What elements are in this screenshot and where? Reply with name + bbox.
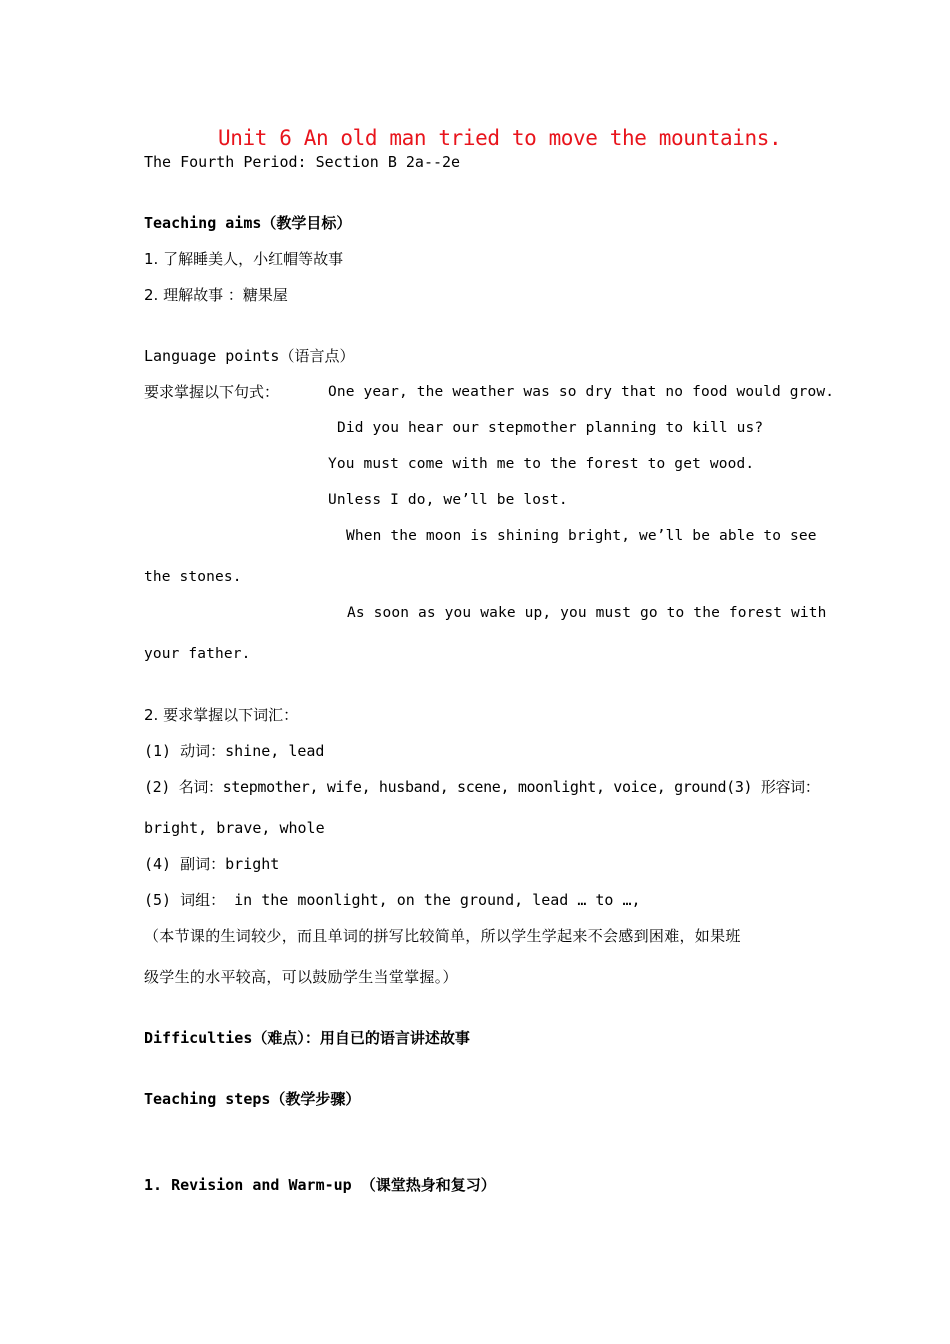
vocab-nouns: (2) 名词：stepmother, wife, husband, scene, moonlight, voice, ground(3) 形容词： bbox=[144, 778, 820, 796]
sentence-patterns-intro: 要求掌握以下句式： bbox=[144, 383, 280, 401]
sentence-6: As soon as you wake up, you must go to the forest with bbox=[347, 605, 827, 621]
vocab-adverbs: (4) 副词：bright bbox=[144, 855, 280, 873]
document-title: Unit 6 An old man tried to move the mountains. bbox=[218, 126, 782, 150]
difficulties-heading: Difficulties（难点）：用自已的语言讲述故事 bbox=[144, 1029, 470, 1047]
aim-item-1: 1. 了解睡美人，小红帽等故事 bbox=[144, 250, 344, 268]
vocab-heading: 2. 要求掌握以下词汇： bbox=[144, 706, 299, 724]
sentence-1: One year, the weather was so dry that no food would grow. bbox=[328, 384, 835, 400]
sentence-3: You must come with me to the forest to get wood. bbox=[328, 456, 755, 472]
sentence-5: When the moon is shining bright, we’ll be able to see bbox=[346, 528, 817, 544]
teaching-note-line-2: 级学生的水平较高，可以鼓励学生当堂掌握。） bbox=[144, 968, 458, 986]
vocab-verbs: (1) 动词：shine, lead bbox=[144, 742, 325, 760]
teaching-note-line-1: （本节课的生词较少，而且单词的拼写比较简单，所以学生学起来不会感到困难，如果班 bbox=[144, 927, 741, 945]
sentence-6-continued: your father. bbox=[144, 646, 251, 662]
aim-item-2: 2. 理解故事 ：糖果屋 bbox=[144, 286, 288, 304]
sentence-2: Did you hear our stepmother planning to kill us? bbox=[337, 420, 764, 436]
sentence-5-continued: the stones. bbox=[144, 569, 242, 585]
step-1-heading: 1. Revision and Warm-up （课堂热身和复习） bbox=[144, 1176, 496, 1194]
sentence-4: Unless I do, we’ll be lost. bbox=[328, 492, 568, 508]
language-points-heading: Language points（语言点） bbox=[144, 347, 355, 365]
vocab-adjectives: bright, brave, whole bbox=[144, 819, 325, 837]
teaching-aims-heading: Teaching aims（教学目标） bbox=[144, 214, 352, 232]
period-subtitle: The Fourth Period: Section B 2a--2e bbox=[144, 153, 461, 171]
vocab-phrases: (5) 词组： in the moonlight, on the ground, lead … to …, bbox=[144, 891, 641, 909]
teaching-steps-heading: Teaching steps（教学步骤） bbox=[144, 1090, 361, 1108]
